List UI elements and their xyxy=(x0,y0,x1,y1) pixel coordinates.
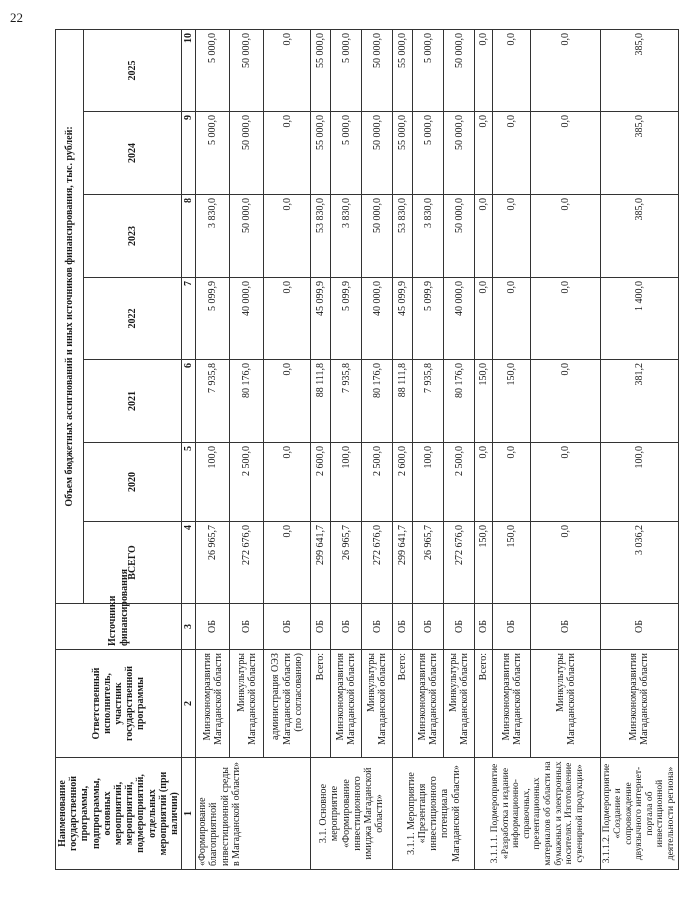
value-cell: 0,0 xyxy=(475,443,493,522)
responsible-cell: Минэкономразвития Магаданской области xyxy=(413,650,444,758)
source-cell: ОБ xyxy=(264,604,311,650)
value-cell: 50 000,0 xyxy=(444,195,475,278)
responsible-cell: Минэкономразвития Магаданской области xyxy=(196,650,230,758)
value-cell: 0,0 xyxy=(475,29,493,111)
value-cell: 0,0 xyxy=(475,278,493,360)
value-cell: 45 099,9 xyxy=(311,278,331,360)
page-number: 22 xyxy=(10,10,23,25)
source-cell: ОБ xyxy=(493,604,531,650)
table-row xyxy=(362,29,393,869)
header-responsible: Ответственный исполнитель, участник государственной программы xyxy=(56,650,182,758)
item-name: 3.1.1.1. Подмероприятие «Разработка и издание информационно-справочных, презентационных материалов об области на бумажных и электронных носителях. Изготовление сувенирной продукции» xyxy=(475,758,601,870)
value-cell: 5 000,0 xyxy=(413,29,444,111)
value-cell: 2 500,0 xyxy=(362,443,393,522)
value-cell: 40 000,0 xyxy=(362,278,393,360)
value-cell: 0,0 xyxy=(264,29,311,111)
value-cell: 50 000,0 xyxy=(444,112,475,195)
value-cell: 2 600,0 xyxy=(393,443,413,522)
source-cell: ОБ xyxy=(531,604,601,650)
value-cell: 3 830,0 xyxy=(196,195,230,278)
responsible-cell: Минкультуры Магаданской области xyxy=(531,650,601,758)
value-cell: 0,0 xyxy=(531,29,601,111)
value-cell: 55 000,0 xyxy=(311,29,331,111)
item-name: 3.1.1.2. Подмероприятие «Создание и сопровождение двуязычного интернет-портала об инвестиционной деятельности региона» xyxy=(601,758,678,870)
header-year: 2025 xyxy=(84,29,182,111)
value-cell: 272 676,0 xyxy=(362,522,393,604)
source-cell: ОБ xyxy=(230,604,264,650)
value-cell: 100,0 xyxy=(413,443,444,522)
value-cell: 272 676,0 xyxy=(444,522,475,604)
table-row xyxy=(413,29,444,869)
responsible-cell: Всего: xyxy=(393,650,413,758)
value-cell: 40 000,0 xyxy=(230,278,264,360)
table-row xyxy=(444,29,475,869)
source-cell: ОБ xyxy=(601,604,678,650)
column-number-row xyxy=(182,29,196,869)
value-cell: 5 099,9 xyxy=(413,278,444,360)
value-cell: 381,2 xyxy=(601,360,678,443)
header-year-total: ВСЕГО xyxy=(84,522,182,604)
value-cell: 150,0 xyxy=(493,360,531,443)
value-cell: 26 965,7 xyxy=(331,522,362,604)
value-cell: 0,0 xyxy=(264,195,311,278)
value-cell: 0,0 xyxy=(493,278,531,360)
value-cell: 150,0 xyxy=(475,360,493,443)
responsible-cell: Минкультуры Магаданской области xyxy=(362,650,393,758)
value-cell: 50 000,0 xyxy=(362,29,393,111)
value-cell: 0,0 xyxy=(264,112,311,195)
header-year: 2021 xyxy=(84,360,182,443)
value-cell: 80 176,0 xyxy=(362,360,393,443)
value-cell: 55 000,0 xyxy=(393,29,413,111)
value-cell: 50 000,0 xyxy=(362,195,393,278)
value-cell: 385,0 xyxy=(601,195,678,278)
value-cell: 0,0 xyxy=(531,443,601,522)
value-cell: 0,0 xyxy=(493,195,531,278)
column-number: 2 xyxy=(182,650,196,758)
value-cell: 50 000,0 xyxy=(230,195,264,278)
table-row xyxy=(264,29,311,869)
value-cell: 150,0 xyxy=(493,522,531,604)
value-cell: 385,0 xyxy=(601,112,678,195)
value-cell: 100,0 xyxy=(601,443,678,522)
header-year: 2023 xyxy=(84,195,182,278)
value-cell: 80 176,0 xyxy=(230,360,264,443)
source-cell: ОБ xyxy=(331,604,362,650)
value-cell: 5 000,0 xyxy=(413,112,444,195)
value-cell: 0,0 xyxy=(493,443,531,522)
value-cell: 0,0 xyxy=(264,443,311,522)
value-cell: 3 830,0 xyxy=(413,195,444,278)
funding-table xyxy=(55,29,679,870)
responsible-cell: Минкультуры Магаданской области xyxy=(230,650,264,758)
responsible-cell: Минэкономразвития Магаданской области xyxy=(331,650,362,758)
value-cell: 50 000,0 xyxy=(230,112,264,195)
value-cell: 0,0 xyxy=(475,195,493,278)
header-funding: Объем бюджетных ассигнований и иных источников финансирования, тыс. рублей: xyxy=(56,29,84,603)
value-cell: 50 000,0 xyxy=(362,112,393,195)
table-row xyxy=(196,29,230,869)
column-number: 8 xyxy=(182,195,196,278)
responsible-cell: администрация ОЭЗ Магаданской области (по согласованию) xyxy=(264,650,311,758)
item-name: «Формирование благоприятной инвестиционной среды в Магаданской области» xyxy=(196,758,311,870)
table-row xyxy=(311,29,331,869)
value-cell: 80 176,0 xyxy=(444,360,475,443)
source-cell: ОБ xyxy=(413,604,444,650)
value-cell: 0,0 xyxy=(531,195,601,278)
value-cell: 5 099,9 xyxy=(196,278,230,360)
value-cell: 1 400,0 xyxy=(601,278,678,360)
value-cell: 299 641,7 xyxy=(393,522,413,604)
column-number: 10 xyxy=(182,29,196,111)
value-cell: 7 935,8 xyxy=(331,360,362,443)
value-cell: 88 111,8 xyxy=(393,360,413,443)
value-cell: 40 000,0 xyxy=(444,278,475,360)
value-cell: 0,0 xyxy=(493,29,531,111)
value-cell: 0,0 xyxy=(264,360,311,443)
value-cell: 5 000,0 xyxy=(331,112,362,195)
source-cell: ОБ xyxy=(444,604,475,650)
value-cell: 7 935,8 xyxy=(196,360,230,443)
value-cell: 2 500,0 xyxy=(444,443,475,522)
rotated-table-wrapper xyxy=(55,30,676,870)
value-cell: 0,0 xyxy=(531,360,601,443)
value-cell: 53 830,0 xyxy=(393,195,413,278)
value-cell: 299 641,7 xyxy=(311,522,331,604)
table-row xyxy=(331,29,362,869)
value-cell: 0,0 xyxy=(493,112,531,195)
value-cell: 7 935,8 xyxy=(413,360,444,443)
value-cell: 3 036,2 xyxy=(601,522,678,604)
column-number: 1 xyxy=(182,758,196,870)
value-cell: 385,0 xyxy=(601,29,678,111)
value-cell: 272 676,0 xyxy=(230,522,264,604)
header-year: 2020 xyxy=(84,443,182,522)
table-row xyxy=(601,29,678,869)
value-cell: 5 000,0 xyxy=(331,29,362,111)
responsible-cell: Минэкономразвития Магаданской области xyxy=(601,650,678,758)
value-cell: 45 099,9 xyxy=(393,278,413,360)
value-cell: 53 830,0 xyxy=(311,195,331,278)
value-cell: 55 000,0 xyxy=(393,112,413,195)
header-year: 2024 xyxy=(84,112,182,195)
table-row xyxy=(475,29,493,869)
column-number: 6 xyxy=(182,360,196,443)
value-cell: 5 099,9 xyxy=(331,278,362,360)
value-cell: 0,0 xyxy=(531,112,601,195)
value-cell: 0,0 xyxy=(531,522,601,604)
table-row xyxy=(230,29,264,869)
header-name: Наименование государственной программы, подпрограммы, основных мероприятий, мероприятий, подмероприятий, отдельных мероприятий (при наличии) xyxy=(56,758,182,870)
source-cell: ОБ xyxy=(362,604,393,650)
value-cell: 55 000,0 xyxy=(311,112,331,195)
responsible-cell: Всего: xyxy=(475,650,493,758)
value-cell: 50 000,0 xyxy=(230,29,264,111)
responsible-cell: Минэкономразвития Магаданской области xyxy=(493,650,531,758)
value-cell: 0,0 xyxy=(531,278,601,360)
column-number: 4 xyxy=(182,522,196,604)
header-year: 2022 xyxy=(84,278,182,360)
value-cell: 0,0 xyxy=(264,278,311,360)
item-name: 3.1.1. Мероприятие «Презентация инвестиционного потенциала Магаданской области» xyxy=(393,758,475,870)
column-number: 7 xyxy=(182,278,196,360)
value-cell: 5 000,0 xyxy=(196,29,230,111)
header-source: Источники финансирования xyxy=(56,604,182,650)
value-cell: 0,0 xyxy=(264,522,311,604)
value-cell: 0,0 xyxy=(475,112,493,195)
value-cell: 100,0 xyxy=(331,443,362,522)
source-cell: ОБ xyxy=(475,604,493,650)
column-number: 5 xyxy=(182,443,196,522)
value-cell: 100,0 xyxy=(196,443,230,522)
table-row xyxy=(493,29,531,869)
value-cell: 88 111,8 xyxy=(311,360,331,443)
value-cell: 150,0 xyxy=(475,522,493,604)
value-cell: 26 965,7 xyxy=(413,522,444,604)
source-cell: ОБ xyxy=(311,604,331,650)
value-cell: 5 000,0 xyxy=(196,112,230,195)
value-cell: 26 965,7 xyxy=(196,522,230,604)
value-cell: 50 000,0 xyxy=(444,29,475,111)
value-cell: 2 500,0 xyxy=(230,443,264,522)
table-row xyxy=(531,29,601,869)
column-number: 9 xyxy=(182,112,196,195)
value-cell: 2 600,0 xyxy=(311,443,331,522)
source-cell: ОБ xyxy=(393,604,413,650)
item-name: 3.1. Основное мероприятие «Формирование инвестиционного имиджа Магаданской области» xyxy=(311,758,393,870)
responsible-cell: Минкультуры Магаданской области xyxy=(444,650,475,758)
column-number: 3 xyxy=(182,604,196,650)
table-row xyxy=(393,29,413,869)
source-cell: ОБ xyxy=(196,604,230,650)
value-cell: 3 830,0 xyxy=(331,195,362,278)
responsible-cell: Всего: xyxy=(311,650,331,758)
